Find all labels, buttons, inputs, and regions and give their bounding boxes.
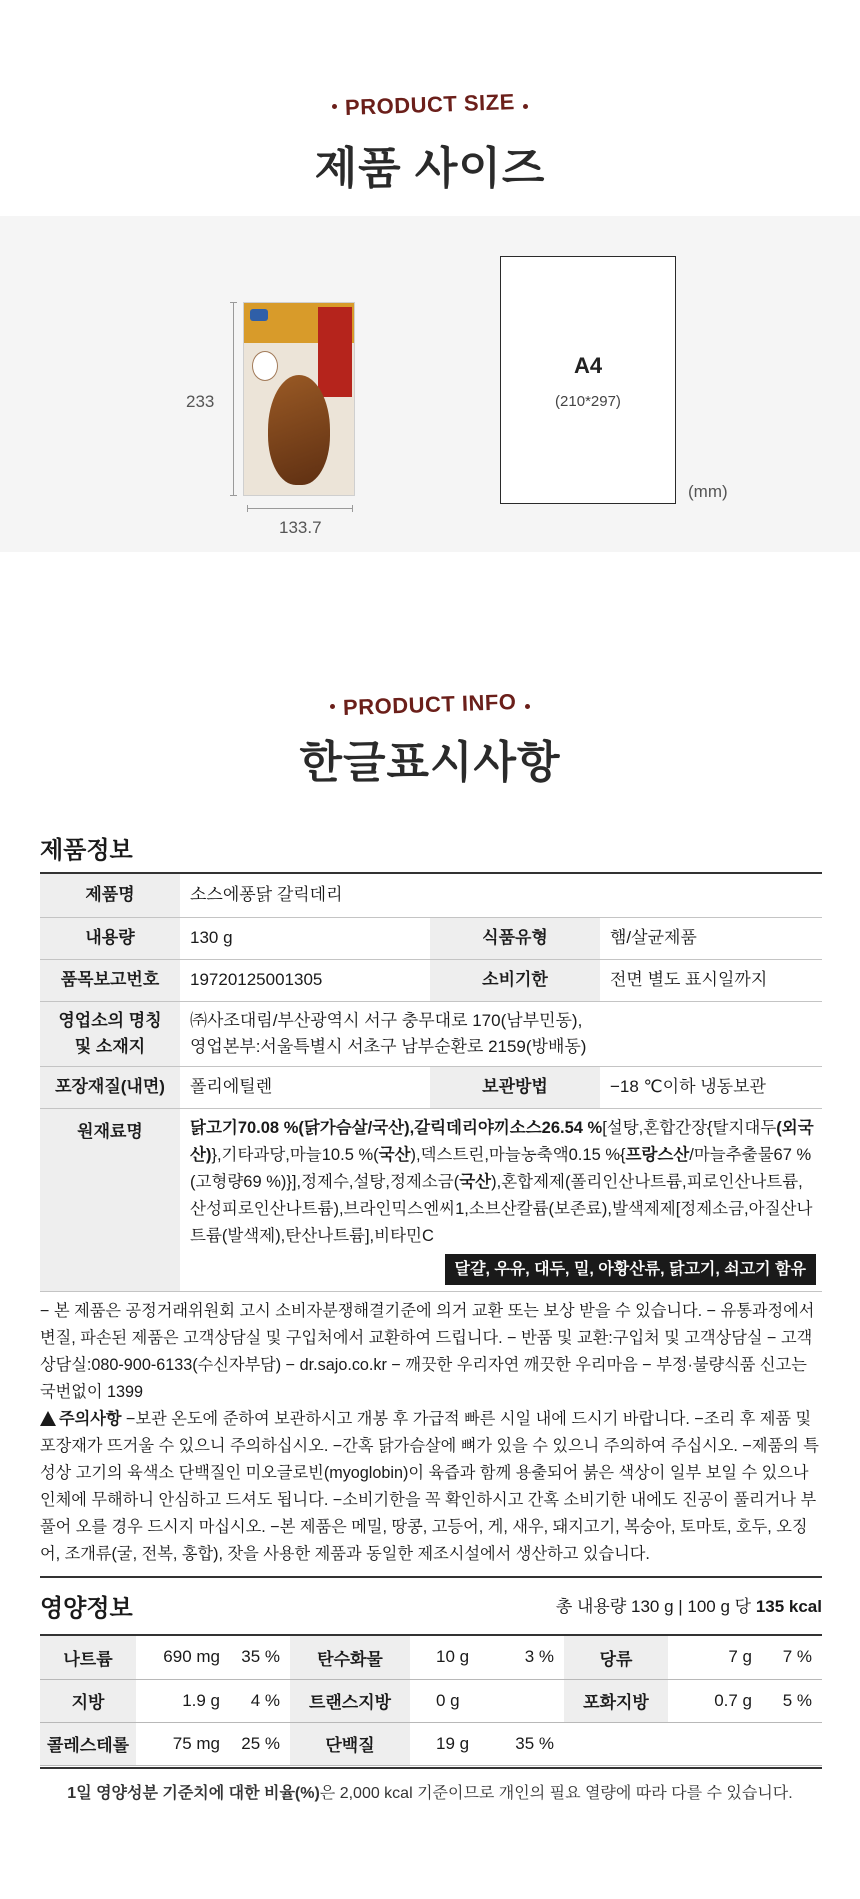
nutrition-footnote (0, 1780, 860, 1803)
table-row (40, 959, 822, 1001)
nutrient-value: 1.9 g (136, 1679, 228, 1722)
nutrient-label: 탄수화물 (290, 1636, 410, 1679)
type-label: 식품유형 (430, 917, 600, 959)
pack-value: 폴리에틸렌 (180, 1066, 430, 1108)
brand-logo-icon (250, 309, 268, 321)
dot-icon (523, 104, 528, 109)
chef-mascot-icon (252, 351, 278, 381)
nutrition-summary (556, 1592, 822, 1617)
nutrition-bottom-rule (40, 1767, 822, 1769)
name-label: 제품명 (40, 874, 180, 917)
ingredients-value (180, 1108, 822, 1291)
nutrition-top-rule (40, 1576, 822, 1578)
table-row (40, 917, 822, 959)
nutrient-value: 7 g (668, 1636, 760, 1679)
a4-size: (210*297) (555, 393, 621, 410)
nutrient-percent: 25 % (228, 1722, 290, 1765)
size-title: 제품 사이즈 (314, 144, 546, 193)
ingredients-text: /마늘추출물67 %(고형량69 %)}],정제수,설탕,정제소금( (190, 1145, 812, 1191)
nutrient-label: 콜레스테롤 (40, 1722, 136, 1765)
table-row (40, 1679, 822, 1722)
notes-paragraph: − 본 제품은 공정거래위원회 고시 소비자분쟁해결기준에 의거 교환 또는 보상 받을 수 있습니다. − 유통과정에서 변질, 파손된 제품은 고객상담실 및 구입처에서 교환하여 드립니다. − 반품 및 교환:구입처 및 고객상담실 − 고객상담실:080-900-6133(수신자부담) − dr.sajo.co.kr − 깨끗한 우리자연 깨끗한 우리마음 − 부정·불량식품 신고는 국번없이 1399 (40, 1302, 815, 1401)
nutrient-label: 지방 (40, 1679, 136, 1722)
storage-label: 보관방법 (430, 1066, 600, 1108)
weight-value: 130 g (180, 917, 430, 959)
table-row (40, 1108, 822, 1291)
ingredients-text: ),혼합제제(폴리인산나트륨,피로인산나트륨,산성피로인산나트륨),브라인믹스엔씨1,소브산칼륨(보존료),발색제제[정제소금,아질산나트륨(발색제),탄산나트륨],비타민C (190, 1172, 813, 1245)
info-eyebrow-text: PRODUCT INFO (342, 688, 518, 721)
company-value-line: ㈜사조대림/부산광역시 서구 충무대로 170(남부민동), (190, 1010, 583, 1030)
ingredients-text: [설탕,혼합간장{탈지대두 (602, 1118, 777, 1137)
nutrient-value: 0 g (410, 1679, 502, 1722)
ingredients-text: (외국산) (190, 1118, 814, 1164)
ingredients-text: 프랑스산 (625, 1145, 690, 1164)
height-dimension: 233 (186, 392, 215, 411)
nutrition-heading: 영양정보 (40, 1595, 133, 1622)
table-row (40, 874, 822, 917)
footnote-text: 은 2,000 kcal 기준이므로 개인의 필요 열량에 따라 다를 수 있습니다. (319, 1785, 793, 1802)
product-info-table (40, 874, 822, 1292)
expiry-value: 전면 별도 표시일까지 (600, 959, 822, 1001)
product-package-image (243, 302, 355, 496)
caution-text: −보관 온도에 준하여 보관하시고 개봉 후 가급적 빠른 시일 내에 드시기 바랍니다. −조리 후 제품 및 포장재가 뜨거울 수 있으니 주의하십시오. −간혹 닭가슴살에 뼈가 있을 수 있으니 주의하여 주십시오. −제품의 특성상 고기의 육색소 단백질인 미오글로빈(myoglobin)이 육즙과 함께 용출되어 붉은 색상이 일부 보일 수 있으나 인체에 무해하니 안심하고 드셔도 됩니다. −소비기한을 꼭 확인하시고 간혹 소비기한 내에도 진공이 풀리거나 부풀어 오를 경우 드시지 마십시오. −본 제품은 메밀, 땅콩, 고등어, 게, 새우, 돼지고기, 복숭아, 토마토, 호두, 오징어, 조개류(굴, 전복, 홍합), 잣을 사용한 제품과 동일한 제조시설에서 생산하고 있습니다. (40, 1410, 819, 1563)
warning-icon (40, 1411, 56, 1426)
nutrient-value: 0.7 g (668, 1679, 760, 1722)
nutrient-label: 단백질 (290, 1722, 410, 1765)
nutrition-table (40, 1636, 822, 1766)
company-value (180, 1001, 822, 1066)
company-label-line: 영업소의 명칭 (58, 1010, 162, 1030)
nutrient-percent: 5 % (760, 1679, 822, 1722)
size-eyebrow-text: PRODUCT SIZE (344, 89, 516, 120)
company-label-line: 및 소재지 (74, 1036, 146, 1056)
storage-value: −18 ℃이하 냉동보관 (600, 1066, 822, 1108)
nutrition-summary-text: 총 내용량 130 g | 100 g 당 (555, 1597, 756, 1616)
nutrient-value: 75 mg (136, 1722, 228, 1765)
nutrient-percent: 35 % (502, 1722, 564, 1765)
nutrient-percent (760, 1722, 822, 1765)
nutrient-percent: 3 % (502, 1636, 564, 1679)
expiry-label: 소비기한 (430, 959, 600, 1001)
company-label (40, 1001, 180, 1066)
ingredients-text: 국산 (378, 1145, 411, 1164)
product-info-heading: 제품정보 (40, 837, 133, 864)
chicken-breast-image (268, 375, 330, 485)
type-value: 햄/살균제품 (600, 917, 822, 959)
table-row (40, 1722, 822, 1765)
pack-label: 포장재질(내면) (40, 1066, 180, 1108)
nutrient-label: 포화지방 (564, 1679, 668, 1722)
nutrient-label: 트랜스지방 (290, 1679, 410, 1722)
caution-label: 주의사항 (59, 1410, 122, 1428)
a4-reference (500, 256, 676, 504)
height-dimension-line (233, 302, 234, 496)
nutrient-label (564, 1722, 668, 1765)
nutrition-kcal: 135 kcal (755, 1597, 822, 1616)
ingredients-label: 원재료명 (40, 1108, 180, 1291)
dot-icon (332, 104, 337, 109)
table-row (40, 1066, 822, 1108)
package-label (318, 307, 352, 397)
report-label: 품목보고번호 (40, 959, 180, 1001)
size-panel (0, 216, 860, 552)
dot-icon (525, 704, 530, 709)
report-value: 19720125001305 (180, 959, 430, 1001)
table-row (40, 1636, 822, 1679)
nutrient-percent: 35 % (228, 1636, 290, 1679)
weight-label: 내용량 (40, 917, 180, 959)
info-eyebrow (0, 688, 860, 721)
a4-title: A4 (573, 353, 603, 378)
nutrient-percent: 7 % (760, 1636, 822, 1679)
size-eyebrow (0, 89, 860, 120)
nutrient-label: 당류 (564, 1636, 668, 1679)
table-row (40, 1001, 822, 1066)
dot-icon (330, 704, 335, 709)
width-dimension-line (247, 508, 353, 509)
unit-label: (mm) (688, 482, 728, 501)
info-title: 한글표시사항 (299, 738, 561, 787)
caution-paragraph (40, 1406, 822, 1568)
ingredients-text: ),덱스트린,마늘농축액0.15 %{ (410, 1145, 626, 1164)
width-dimension: 133.7 (279, 518, 322, 537)
footnote-bold: 1일 영양성분 기준치에 대한 비율(%) (67, 1785, 320, 1802)
allergy-badge: 달걀, 우유, 대두, 밀, 아황산류, 닭고기, 쇠고기 함유 (445, 1254, 816, 1285)
nutrient-label: 나트륨 (40, 1636, 136, 1679)
name-value: 소스에퐁닭 갈릭데리 (180, 874, 822, 917)
notes-block (40, 1298, 822, 1568)
nutrient-value: 690 mg (136, 1636, 228, 1679)
ingredients-text: 국산 (459, 1172, 492, 1191)
nutrient-value: 19 g (410, 1722, 502, 1765)
nutrient-percent (502, 1679, 564, 1722)
nutrient-value (668, 1722, 760, 1765)
nutrient-percent: 4 % (228, 1679, 290, 1722)
company-value-line: 영업본부:서울특별시 서초구 남부순환로 2159(방배동) (190, 1036, 587, 1056)
nutrient-value: 10 g (410, 1636, 502, 1679)
ingredients-text: },기타과당,마늘10.5 %( (211, 1145, 379, 1164)
ingredients-text: 닭고기70.08 %(닭가슴살/국산),갈릭데리야끼소스26.54 % (190, 1118, 603, 1137)
